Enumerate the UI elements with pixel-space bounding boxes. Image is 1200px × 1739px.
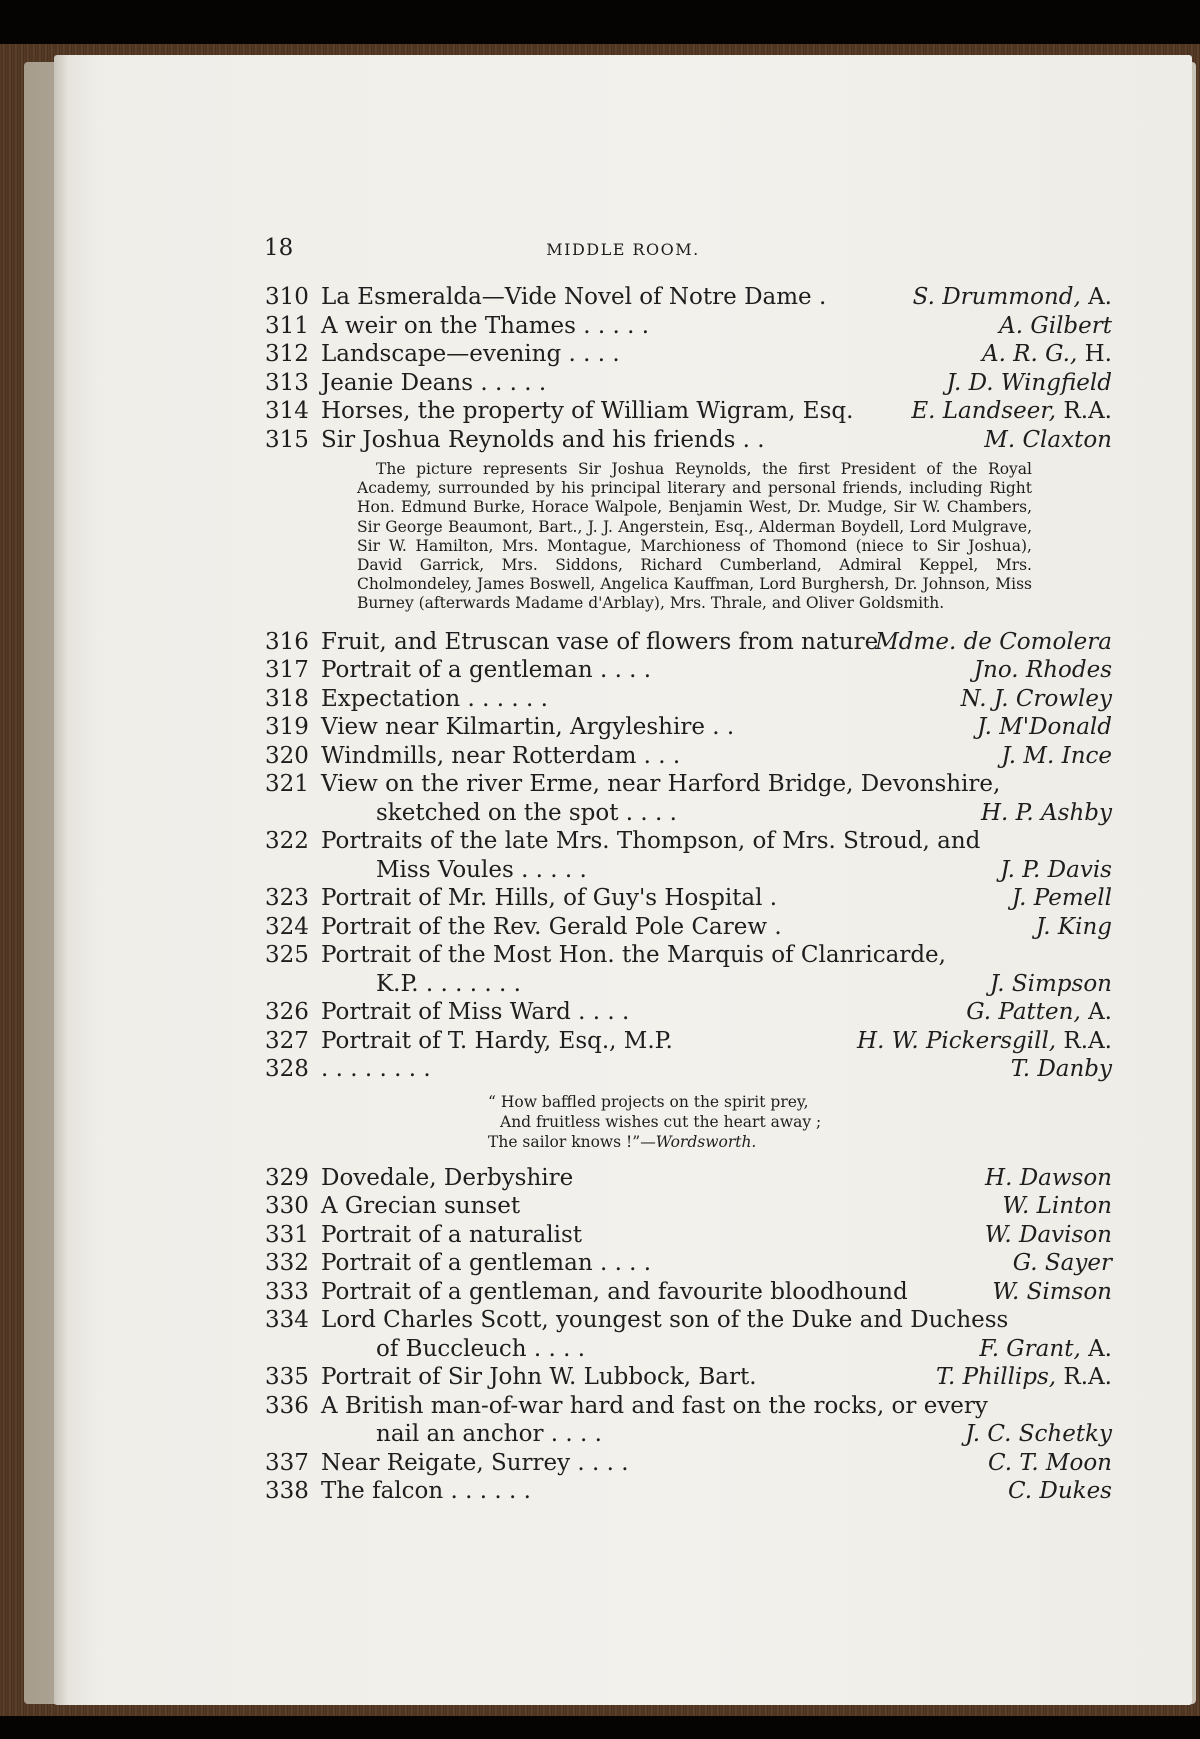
entry-artist (984, 426, 1112, 455)
entry-number: 316 (265, 628, 309, 655)
artist-name: S. Drummond, (912, 284, 1081, 310)
artist-name: J. M. Ince (1001, 742, 1112, 769)
catalogue-entry-337 (54, 1449, 1192, 1478)
entry-artist (1000, 856, 1112, 885)
artist-name: G. Sayer (1012, 1250, 1112, 1277)
entry-number: 333 (265, 1278, 309, 1305)
entry-artist (1013, 1249, 1112, 1278)
entry-title: Portrait of Mr. Hills, of Guy's Hospital . (321, 885, 778, 912)
entry-number: 332 (265, 1250, 309, 1277)
entry-title: Near Reigate, Surrey . . . . (321, 1449, 629, 1476)
page-header (54, 235, 1192, 265)
quote-line-3-text: The sailor knows !”— (488, 1132, 656, 1151)
entry-artist (1008, 1477, 1112, 1506)
entry-artist (1036, 913, 1112, 942)
artist-name: W. Simson (992, 1278, 1112, 1305)
catalogue-entry-311 (54, 312, 1192, 341)
catalogue-entry-319 (54, 713, 1192, 742)
entry-title: Portraits of the late Mrs. Thompson, of Mrs. Stroud, and (321, 828, 981, 855)
entry-title: Portrait of a naturalist (321, 1221, 582, 1248)
artist-name: T. Danby (1010, 1056, 1112, 1083)
entry-title: Portrait of Sir John W. Lubbock, Bart. (321, 1364, 757, 1391)
entry-title: View near Kilmartin, Argyleshire . . (321, 714, 735, 741)
artist-rank: A. (1080, 999, 1112, 1026)
running-head: MIDDLE ROOM. (546, 240, 700, 259)
entry-number: 322 (265, 828, 309, 855)
artist-name: J. C. Schetky (965, 1421, 1112, 1448)
entry-artist (981, 799, 1112, 828)
artist-name: H. Dawson (985, 1164, 1112, 1191)
entry-title: Jeanie Deans . . . . . (321, 369, 547, 396)
catalogue-entry-323 (54, 884, 1192, 913)
entry-number: 321 (265, 771, 309, 798)
quote-line-3 (488, 1132, 1192, 1152)
entry-number: 310 (265, 284, 309, 310)
catalogue-entry-329 (54, 1164, 1192, 1193)
catalogue-entry-313 (54, 369, 1192, 398)
entry-number: 334 (265, 1307, 309, 1334)
artist-rank: R.A. (1056, 1027, 1112, 1054)
entry-artist (936, 1363, 1112, 1392)
catalogue-entry-325 (54, 941, 1192, 998)
entry-title: Portrait of the Most Hon. the Marquis of Clanricarde, (321, 942, 946, 969)
entry-artist (974, 656, 1112, 685)
entry-artist (1011, 1055, 1112, 1084)
catalogue-entry-332 (54, 1249, 1192, 1278)
catalogue-entry-328 (54, 1055, 1192, 1084)
catalogue-entry-330 (54, 1192, 1192, 1221)
entry-artist (911, 397, 1112, 426)
artist-name: A. R. G., (981, 341, 1078, 367)
entry-artist (988, 1449, 1112, 1478)
entry-number: 327 (265, 1027, 309, 1054)
artist-name: W. Linton (1002, 1193, 1112, 1220)
entry-title: Dovedale, Derbyshire (321, 1164, 574, 1191)
catalogue-entry-326 (54, 998, 1192, 1027)
entry-title: La Esmeralda—Vide Novel of Notre Dame . (321, 284, 827, 310)
catalogue-entry-320 (54, 742, 1192, 771)
entry-number: 335 (265, 1364, 309, 1391)
entry-title-continued: sketched on the spot . . . . (376, 799, 677, 826)
entry-number: 326 (265, 999, 309, 1026)
entry-artist (1001, 742, 1112, 771)
entry-title: Landscape—evening . . . . (321, 341, 620, 367)
quote-attribution: Wordsworth. (655, 1132, 757, 1151)
artist-name: J. Simpson (989, 970, 1112, 997)
entry-title: Sir Joshua Reynolds and his friends . . (321, 426, 765, 453)
entry-artist (977, 713, 1112, 742)
entry-title: Portrait of a gentleman . . . . (321, 657, 652, 684)
entry-number: 329 (265, 1164, 309, 1191)
entry-title: Portrait of the Rev. Gerald Pole Carew . (321, 913, 782, 940)
entry-artist (875, 628, 1112, 657)
artist-name: H. W. Pickersgill, (857, 1027, 1057, 1054)
entry-artist (966, 998, 1112, 1027)
entry-title: Horses, the property of William Wigram, Esq. (321, 398, 854, 424)
entry-number: 323 (265, 885, 309, 912)
entry-artist (992, 1278, 1112, 1307)
entry-artist (1002, 1192, 1112, 1221)
entry-number: 337 (265, 1449, 309, 1476)
entry-title: A British man-of-war hard and fast on the rocks, or every (321, 1392, 988, 1419)
entry-title: Portrait of Miss Ward . . . . (321, 999, 630, 1026)
artist-rank: R.A. (1056, 1364, 1112, 1391)
artist-name: F. Grant, (979, 1335, 1081, 1362)
entry-title: View on the river Erme, near Harford Bridge, Devonshire, (321, 771, 1001, 798)
catalogue-entry-316 (54, 628, 1192, 657)
artist-name: E. Landseer, (911, 398, 1057, 424)
entry-title-continued: nail an anchor . . . . (376, 1421, 602, 1448)
entry-number: 324 (265, 913, 309, 940)
artist-name: T. Phillips, (935, 1364, 1057, 1391)
quote-line-2: And fruitless wishes cut the heart away ; (500, 1112, 822, 1131)
entry-title: Lord Charles Scott, youngest son of the Duke and Duchess (321, 1307, 1009, 1334)
entry-title: A weir on the Thames . . . . . (321, 312, 650, 339)
artist-rank: R.A. (1056, 398, 1112, 424)
entry-artist (965, 1420, 1112, 1449)
book-page (54, 55, 1192, 1705)
catalogue-entry-336 (54, 1392, 1192, 1449)
catalogue-entry-322 (54, 827, 1192, 884)
catalogue-entry-335 (54, 1363, 1192, 1392)
artist-name: J. M'Donald (977, 714, 1112, 741)
catalogue-entry-317 (54, 656, 1192, 685)
artist-name: W. Davison (984, 1221, 1112, 1248)
entry-title: . . . . . . . . (321, 1056, 431, 1083)
entry-title: Expectation . . . . . . (321, 685, 548, 712)
artist-name: Mdme. de Comolera (875, 628, 1112, 655)
artist-name: Jno. Rhodes (973, 657, 1112, 684)
scan-bottom-border (0, 1716, 1200, 1739)
quote-line-1: “ How baffled projects on the spirit prey, (488, 1092, 809, 1111)
entry-number: 331 (265, 1221, 309, 1248)
artist-rank: A. (1080, 284, 1112, 310)
catalogue-entry-314 (54, 397, 1192, 426)
entry-title: Portrait of a gentleman, and favourite bloodhound (321, 1278, 908, 1305)
entry-number: 328 (265, 1056, 309, 1083)
entry-number: 314 (265, 398, 309, 424)
page-number: 18 (264, 235, 294, 261)
entry-title-continued: Miss Voules . . . . . (376, 856, 587, 883)
entry-quote-328 (54, 1084, 1192, 1164)
catalogue-entry-327 (54, 1027, 1192, 1056)
artist-name: A. Gilbert (999, 312, 1112, 339)
entry-artist (990, 970, 1112, 999)
artist-name: J. D. Wingfield (946, 369, 1112, 396)
artist-name: C. Dukes (1007, 1478, 1112, 1505)
entry-number: 336 (265, 1392, 309, 1419)
entry-title-continued: K.P. . . . . . . . (376, 970, 521, 997)
entry-title: The falcon . . . . . . (321, 1478, 531, 1505)
entry-number: 338 (265, 1478, 309, 1505)
entry-number: 320 (265, 742, 309, 769)
entry-artist (979, 1335, 1112, 1364)
catalogue-entry-333 (54, 1278, 1192, 1307)
entry-number: 311 (265, 312, 309, 339)
entry-artist (999, 312, 1112, 341)
artist-rank: A. (1080, 1335, 1112, 1362)
artist-name: J. Pemell (1011, 885, 1112, 912)
catalogue-entry-331 (54, 1221, 1192, 1250)
catalogue-entry-324 (54, 913, 1192, 942)
catalogue-list (54, 283, 1192, 1506)
artist-rank: H. (1077, 341, 1112, 367)
entry-number: 313 (265, 369, 309, 396)
entry-number: 315 (265, 426, 309, 453)
catalogue-entry-318 (54, 685, 1192, 714)
catalogue-entry-315 (54, 426, 1192, 455)
catalogue-entry-321 (54, 770, 1192, 827)
entry-artist (1012, 884, 1112, 913)
entry-title: Windmills, near Rotterdam . . . (321, 742, 681, 769)
entry-title-continued: of Buccleuch . . . . (376, 1335, 586, 1362)
entry-artist (961, 685, 1112, 714)
catalogue-entry-312 (54, 340, 1192, 369)
artist-name: M. Claxton (984, 426, 1112, 453)
artist-name: J. King (1035, 913, 1112, 940)
artist-name: H. P. Ashby (980, 799, 1112, 826)
entry-number: 330 (265, 1193, 309, 1220)
scan-top-border (0, 0, 1200, 46)
catalogue-entry-338 (54, 1477, 1192, 1506)
entry-number: 317 (265, 657, 309, 684)
entry-artist (913, 283, 1112, 312)
artist-name: C. T. Moon (987, 1449, 1112, 1476)
entry-title: A Grecian sunset (321, 1193, 521, 1220)
entry-title: Portrait of T. Hardy, Esq., M.P. (321, 1027, 673, 1054)
entry-number: 325 (265, 942, 309, 969)
entry-artist (857, 1027, 1112, 1056)
catalogue-entry-334 (54, 1306, 1192, 1363)
entry-artist (985, 1164, 1112, 1193)
entry-number: 312 (265, 341, 309, 367)
entry-number: 319 (265, 714, 309, 741)
entry-number: 318 (265, 685, 309, 712)
artist-name: N. J. Crowley (960, 685, 1112, 712)
entry-artist (985, 1221, 1112, 1250)
entry-title: Fruit, and Etruscan vase of flowers from nature (321, 628, 879, 655)
artist-name: J. P. Davis (1000, 856, 1112, 883)
entry-title: Portrait of a gentleman . . . . (321, 1250, 652, 1277)
entry-note-315: The picture represents Sir Joshua Reynolds, the first President of the Royal Academy, surrounded by his principal literary and personal friends, including Right Hon. Edmund Burke, Horace Walpole, Benjamin West, Dr. Mudge, Sir W. Chambers, Sir George Beaumont, Bart., J. J. Angerstein, Esq., Alderman Boydell, Lord Mulgrave, Sir W. Hamilton, Mrs. Montague, Marchioness of Thomond (niece to Sir Joshua), David Garrick, Mrs. Siddons, Richard Cumberland, Admiral Keppel, Mrs. Cholmondeley, James Boswell, Angelica Kauffman, Lord Burghersh, Dr. Johnson, Miss Burney (afterwards Madame d'Arblay), Mrs. Thrale, and Oliver Goldsmith. (357, 460, 1032, 613)
artist-name: G. Patten, (966, 999, 1081, 1026)
entry-artist (947, 369, 1112, 398)
catalogue-entry-310 (54, 283, 1192, 312)
entry-artist (982, 340, 1112, 369)
